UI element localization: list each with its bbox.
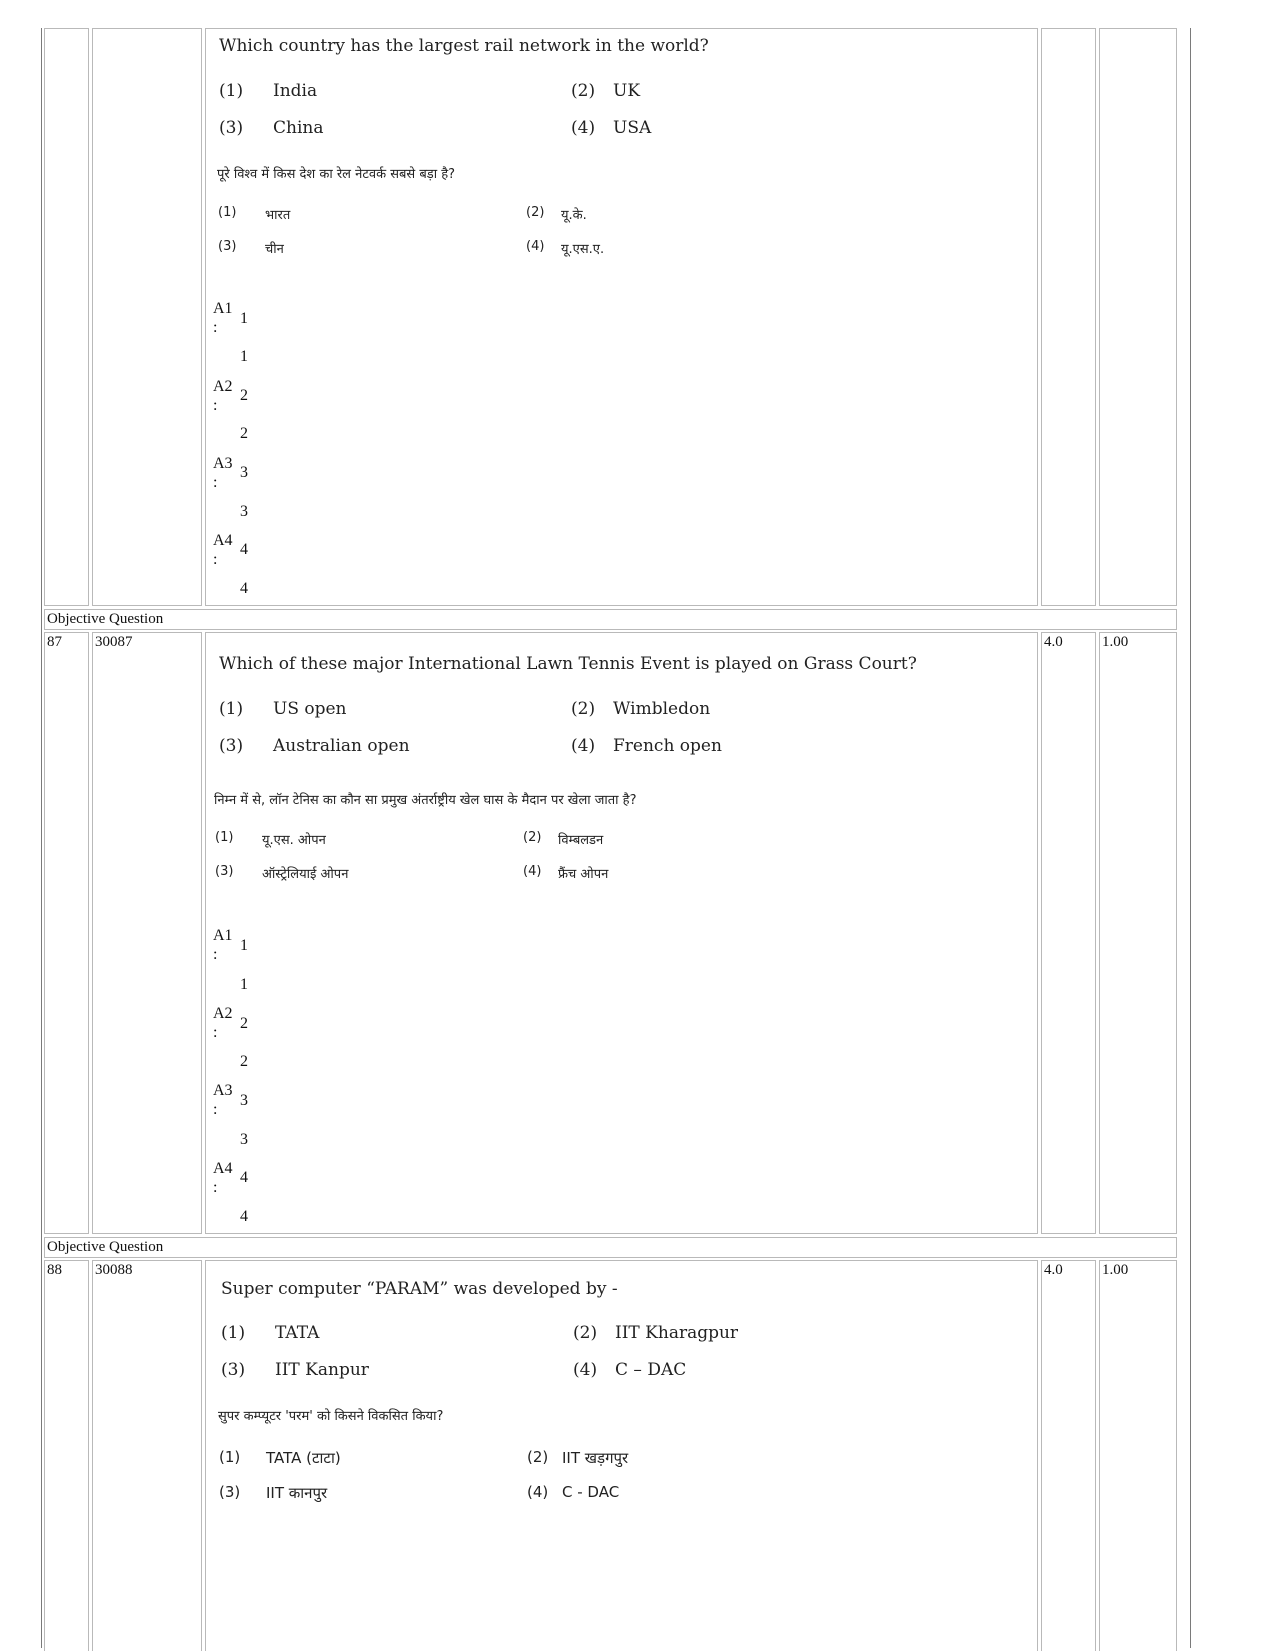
option-number: (4) bbox=[526, 239, 545, 254]
answer-value: 2 bbox=[240, 1015, 248, 1032]
option-text: विम्बलडन bbox=[558, 833, 604, 848]
section-header bbox=[44, 1237, 1177, 1258]
question-body-cell bbox=[205, 28, 1038, 606]
option-text: IIT खड़गपुर bbox=[562, 1449, 629, 1467]
option-text: C - DAC bbox=[562, 1483, 620, 1501]
option-number: (3) bbox=[218, 239, 237, 254]
marks-cell bbox=[1041, 1260, 1096, 1651]
option-number: (1) bbox=[219, 81, 244, 101]
answer-label: A4 bbox=[213, 1160, 233, 1177]
answer-value: 4 bbox=[240, 1169, 248, 1186]
answer-sub-value: 4 bbox=[240, 580, 248, 597]
answer-sub-value: 1 bbox=[240, 348, 248, 365]
answer-label: A4 bbox=[213, 532, 233, 549]
answer-value: 3 bbox=[240, 1092, 248, 1109]
option-number: (1) bbox=[221, 1323, 246, 1343]
answer-label: A3 bbox=[213, 1082, 233, 1099]
option-number: (1) bbox=[219, 1448, 241, 1466]
hindi-question: सुपर कम्प्यूटर 'परम' को किसने विकसित किया? bbox=[218, 1409, 444, 1424]
answer-colon: : bbox=[213, 946, 218, 963]
answer-colon: : bbox=[213, 397, 218, 414]
page-right-border bbox=[1190, 28, 1191, 1648]
option-number: (1) bbox=[219, 699, 244, 719]
option-number: (2) bbox=[526, 205, 545, 220]
marks-value: 4.0 bbox=[1044, 1262, 1063, 1278]
serial-number: 88 bbox=[47, 1262, 62, 1278]
answer-colon: : bbox=[213, 1024, 218, 1041]
serial-cell bbox=[44, 632, 89, 1234]
option-number: (3) bbox=[221, 1360, 246, 1380]
answer-colon: : bbox=[213, 1101, 218, 1118]
section-header bbox=[44, 609, 1177, 630]
serial-number: 87 bbox=[47, 634, 62, 650]
answer-label: A1 bbox=[213, 927, 233, 944]
answer-label: A2 bbox=[213, 378, 233, 395]
option-text: USA bbox=[613, 118, 652, 138]
option-number: (2) bbox=[571, 699, 596, 719]
option-text: French open bbox=[613, 736, 722, 756]
option-text: UK bbox=[613, 81, 641, 101]
option-text: China bbox=[273, 118, 324, 138]
answer-value: 2 bbox=[240, 387, 248, 404]
section-label: Objective Question bbox=[47, 611, 164, 627]
question-id-cell bbox=[92, 1260, 202, 1651]
section-label: Objective Question bbox=[47, 1239, 164, 1255]
answer-sub-value: 3 bbox=[240, 503, 248, 520]
answer-value: 1 bbox=[240, 937, 248, 954]
answer-colon: : bbox=[213, 474, 218, 491]
answer-label: A1 bbox=[213, 300, 233, 317]
answer-colon: : bbox=[213, 551, 218, 568]
negative-marks-value: 1.00 bbox=[1102, 634, 1129, 650]
answer-label: A2 bbox=[213, 1005, 233, 1022]
option-text: IIT Kharagpur bbox=[615, 1323, 739, 1343]
option-text: यू.के. bbox=[561, 208, 587, 223]
option-text: TATA (टाटा) bbox=[266, 1449, 341, 1467]
question-body-cell bbox=[205, 632, 1038, 1234]
option-number: (4) bbox=[527, 1483, 549, 1501]
option-number: (4) bbox=[523, 864, 542, 879]
question-id: 30087 bbox=[95, 634, 133, 650]
serial-cell bbox=[44, 28, 89, 606]
answer-colon: : bbox=[213, 319, 218, 336]
answer-colon: : bbox=[213, 1179, 218, 1196]
option-number: (2) bbox=[571, 81, 596, 101]
option-number: (2) bbox=[527, 1448, 549, 1466]
answer-label: A3 bbox=[213, 455, 233, 472]
option-text: यू.एस.ए. bbox=[561, 242, 605, 257]
answer-value: 3 bbox=[240, 464, 248, 481]
marks-cell bbox=[1041, 632, 1096, 1234]
option-text: भारत bbox=[265, 208, 291, 223]
option-text: C – DAC bbox=[615, 1360, 687, 1380]
page-left-border bbox=[41, 28, 42, 1648]
question-id: 30088 bbox=[95, 1262, 133, 1278]
negative-marks-value: 1.00 bbox=[1102, 1262, 1129, 1278]
option-text: IIT Kanpur bbox=[275, 1360, 369, 1380]
answer-sub-value: 2 bbox=[240, 1053, 248, 1070]
hindi-question: निम्न में से, लॉन टेनिस का कौन सा प्रमुख अंतर्राष्ट्रीय खेल घास के मैदान पर खेला जाता है? bbox=[214, 793, 637, 808]
option-number: (1) bbox=[215, 830, 234, 845]
question-id-cell bbox=[92, 632, 202, 1234]
option-number: (3) bbox=[219, 736, 244, 756]
option-number: (3) bbox=[219, 118, 244, 138]
option-text: फ्रैंच ओपन bbox=[558, 867, 609, 882]
option-text: US open bbox=[273, 699, 347, 719]
option-number: (3) bbox=[215, 864, 234, 879]
option-number: (2) bbox=[573, 1323, 598, 1343]
option-number: (3) bbox=[219, 1483, 241, 1501]
english-question: Which of these major International Lawn Tennis Event is played on Grass Court? bbox=[219, 654, 917, 674]
serial-cell bbox=[44, 1260, 89, 1651]
option-text: यू.एस. ओपन bbox=[262, 833, 326, 848]
answer-sub-value: 1 bbox=[240, 976, 248, 993]
negative-marks-cell bbox=[1099, 1260, 1177, 1651]
option-number: (4) bbox=[573, 1360, 598, 1380]
option-text: TATA bbox=[275, 1323, 320, 1343]
answer-sub-value: 3 bbox=[240, 1131, 248, 1148]
option-text: India bbox=[273, 81, 318, 101]
option-text: IIT कानपुर bbox=[266, 1484, 328, 1502]
option-number: (4) bbox=[571, 118, 596, 138]
negative-marks-cell bbox=[1099, 28, 1177, 606]
option-text: Australian open bbox=[273, 736, 410, 756]
answer-value: 1 bbox=[240, 310, 248, 327]
option-number: (4) bbox=[571, 736, 596, 756]
option-text: ऑस्ट्रेलियाई ओपन bbox=[262, 867, 349, 882]
question-id-cell bbox=[92, 28, 202, 606]
option-text: चीन bbox=[265, 242, 284, 257]
option-text: Wimbledon bbox=[613, 699, 711, 719]
negative-marks-cell bbox=[1099, 632, 1177, 1234]
answer-sub-value: 4 bbox=[240, 1208, 248, 1225]
answer-value: 4 bbox=[240, 541, 248, 558]
option-number: (2) bbox=[523, 830, 542, 845]
marks-value: 4.0 bbox=[1044, 634, 1063, 650]
marks-cell bbox=[1041, 28, 1096, 606]
hindi-question: पूरे विश्व में किस देश का रेल नेटवर्क सबसे बड़ा है? bbox=[217, 167, 456, 182]
english-question: Super computer “PARAM” was developed by - bbox=[221, 1279, 618, 1299]
option-number: (1) bbox=[218, 205, 237, 220]
english-question: Which country has the largest rail network in the world? bbox=[219, 36, 709, 56]
answer-sub-value: 2 bbox=[240, 425, 248, 442]
